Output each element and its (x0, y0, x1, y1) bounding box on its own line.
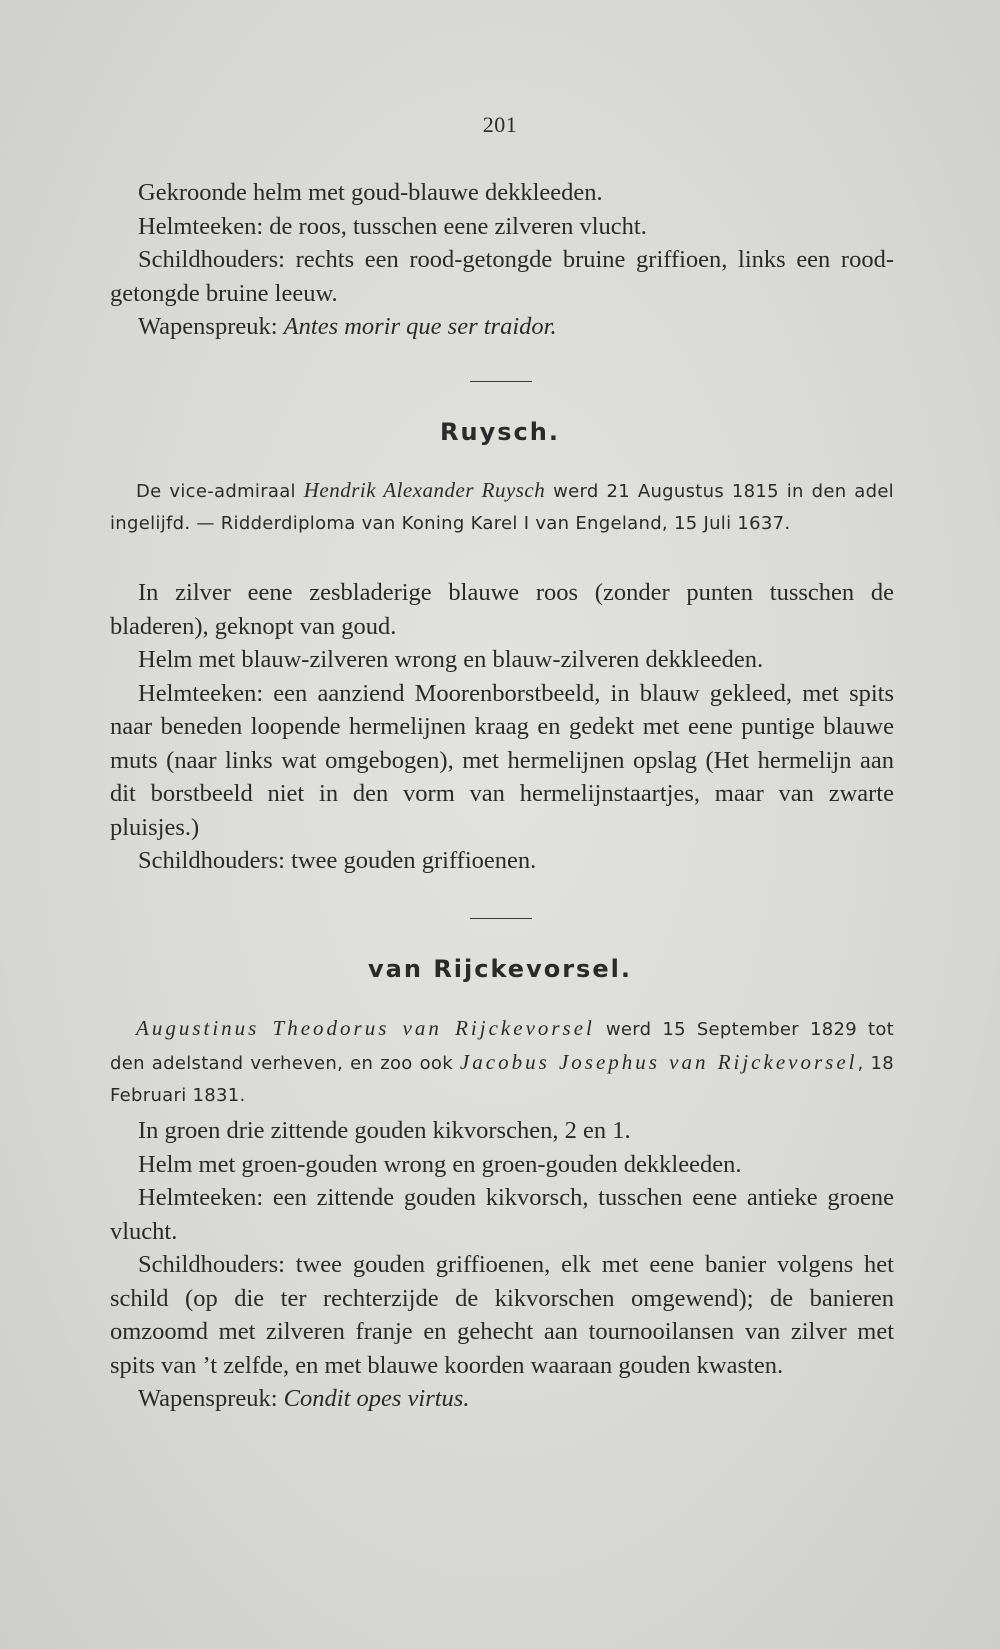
ruysch-intro-text (110, 474, 894, 540)
intro-suffix: werd 21 Augustus 1815 in den adel ingelijfd. — Ridderdiploma van Koning Karel I van Engeland, 15 Juli 1637. (110, 481, 894, 534)
section-divider (470, 381, 532, 382)
section-divider (470, 918, 532, 919)
motto-text: Condit opes virtus. (283, 1385, 470, 1412)
intro-line: Schildhouders: rechts een rood-getongde bruine griffioen, links een rood-getongde bruine leeuw. (110, 246, 894, 307)
person-name: Hendrik Alexander Ruysch (303, 478, 546, 502)
rijckevorsel-intro-text (110, 1012, 894, 1112)
motto-label: Wapenspreuk: (138, 313, 284, 340)
intro-suffix: , 18 Februari 1831. (110, 1053, 894, 1106)
ruysch-description (110, 576, 894, 878)
paragraph: In zilver eene zesbladerige blauwe roos (zonder punten tusschen de bladeren), geknopt van goud. (110, 579, 894, 640)
paragraph: Helmteeken: een zittende gouden kikvorsch, tusschen eene antieke groene vlucht. (110, 1184, 894, 1245)
section-heading-rijckevorsel: van Rijckevorsel. (368, 955, 632, 983)
intro-line: Gekroonde helm met goud-blauwe dekkleeden. (138, 179, 603, 206)
paragraph: Helm met blauw-zilveren wrong en blauw-zilveren dekkleeden. (138, 646, 764, 673)
intro-motto-line (110, 310, 894, 344)
intro-section (110, 176, 894, 344)
paragraph: Schildhouders: twee gouden griffioenen. (138, 847, 537, 874)
paragraph: Helm met groen-gouden wrong en groen-gouden dekkleeden. (138, 1150, 742, 1178)
person-name: Augustinus Theodorus van Rijckevorsel (136, 1016, 595, 1040)
paragraph: Helmteeken: een aanziend Moorenborstbeeld, in blauw gekleed, met spits naar beneden loopende hermelijnen kraag en gedekt met eene puntige blauwe muts (naar links wat omgebogen), met hermelijnen opslag (Het hermelijn aan dit borstbeeld niet in den vorm van hermelijnstaartjes, maar van zwarte pluisjes.) (110, 679, 894, 841)
intro-prefix: De vice-admiraal (136, 481, 304, 502)
paragraph: Schildhouders: twee gouden griffioenen, elk met eene banier volgens het schild (op die ter rechterzijde de kikvorschen omgewend); de banieren omzoomd met zilveren franje en gehecht aan tournooilansen van zilver met spits van ’t zelfde, en met blauwe koorden waaraan gouden kwasten. (110, 1251, 894, 1379)
motto-line (110, 1382, 894, 1416)
motto-text: Antes morir que ser traidor. (283, 313, 557, 340)
rijckevorsel-description (110, 1114, 894, 1416)
person-name: Jacobus Josephus van Rijckevorsel (459, 1050, 858, 1074)
rijckevorsel-intro (110, 1012, 894, 1112)
intro-middle: werd 15 September 1829 tot den adelstand verheven, en zoo ook (110, 1019, 894, 1074)
page-number: 201 (482, 112, 518, 137)
motto-label: Wapenspreuk: (138, 1385, 284, 1412)
paragraph: In groen drie zittende gouden kikvorschen, 2 en 1. (138, 1117, 631, 1144)
intro-line: Helmteeken: de roos, tusschen eene zilveren vlucht. (138, 212, 647, 240)
ruysch-intro (110, 474, 894, 540)
section-heading-ruysch: Ruysch. (440, 418, 560, 446)
